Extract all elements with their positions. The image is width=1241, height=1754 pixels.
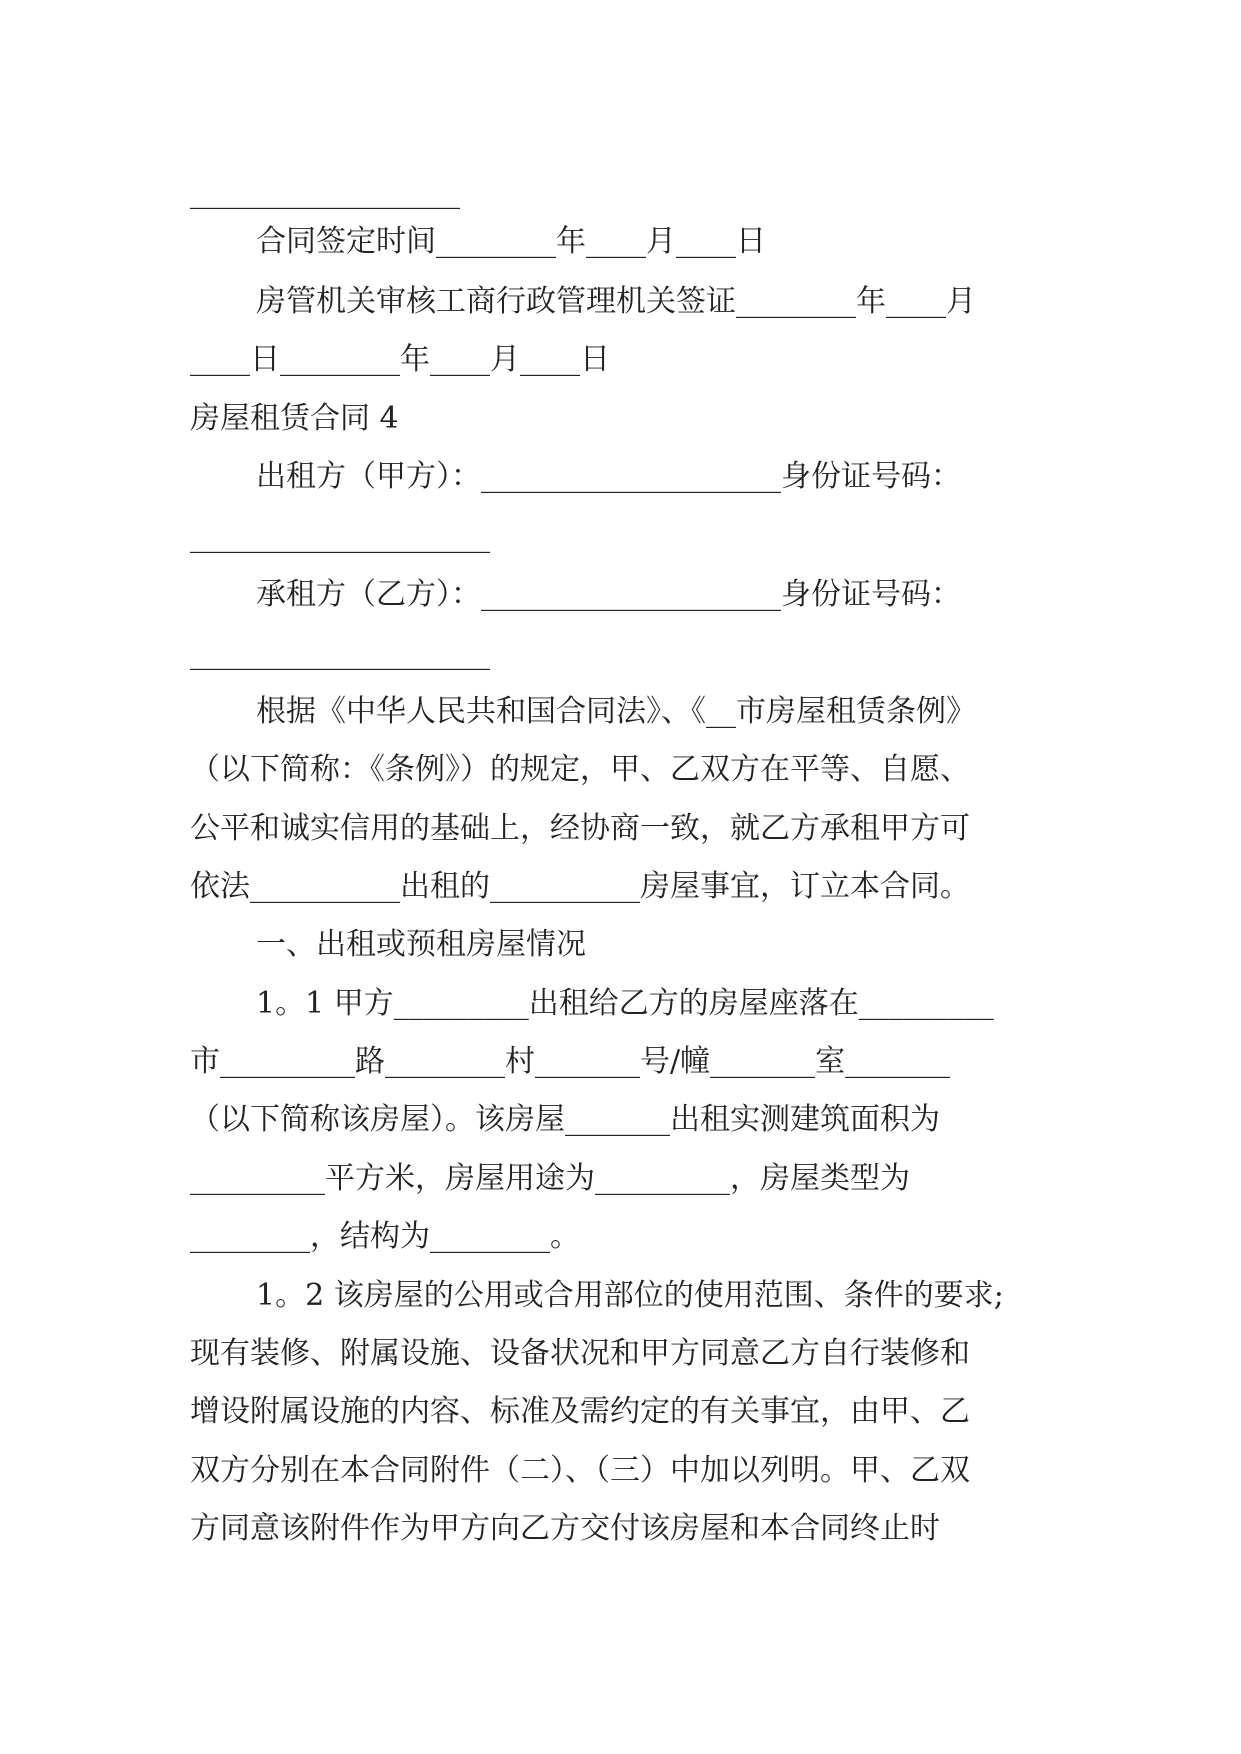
line-12: 依法__________出租的__________房屋事宜，订立本合同。 [190,869,970,904]
line-21: 增设附属设施的内容、标准及需约定的有关事宜，由甲、乙 [190,1394,970,1429]
line-18: ________，结构为________。 [190,1219,580,1254]
line-20: 现有装修、附属设施、设备状况和甲方同意乙方自行装修和 [190,1336,970,1371]
line-13-section: 一、出租或预租房屋情况 [256,927,586,962]
line-9: 根据《中华人民共和国合同法》、《__市房屋租赁条例》 [256,694,976,729]
line-5: 出租方（甲方）：____________________身份证号码： [256,459,961,494]
line-19: 1。2 该房屋的公用或合用部位的使用范围、条件的要求; [256,1278,1004,1313]
line-1: 合同签定时间________年____月____日 [256,224,766,259]
line-7: 承租方（乙方）：____________________身份证号码： [256,577,961,612]
line-16: （以下简称该房屋）。该房屋_______出租实测建筑面积为 [190,1102,940,1137]
line-17: _________平方米，房屋用途为_________，房屋类型为 [190,1161,910,1196]
line-6: ____________________ [190,519,490,554]
line-2: 房管机关审核工商行政管理机关签证________年____月 [256,284,976,319]
line-4-heading: 房屋租赁合同 4 [190,401,399,436]
line-15: 市_________路________村_______号/幢_______室_______ [190,1044,951,1079]
line-14: 1。1 甲方_________出租给乙方的房屋座落在_________ [256,986,994,1021]
line-3: ____日________年____月____日 [190,342,610,377]
line-0: __________________ [190,175,460,210]
line-11: 公平和诚实信用的基础上，经协商一致，就乙方承租甲方可 [190,811,970,846]
line-8: ____________________ [190,636,490,671]
line-22: 双方分别在本合同附件（二）、（三）中加以列明。甲、乙双 [190,1453,970,1488]
line-23: 方同意该附件作为甲方向乙方交付该房屋和本合同终止时 [190,1511,940,1546]
line-10: （以下简称：《条例》）的规定，甲、乙双方在平等、自愿、 [190,752,970,787]
